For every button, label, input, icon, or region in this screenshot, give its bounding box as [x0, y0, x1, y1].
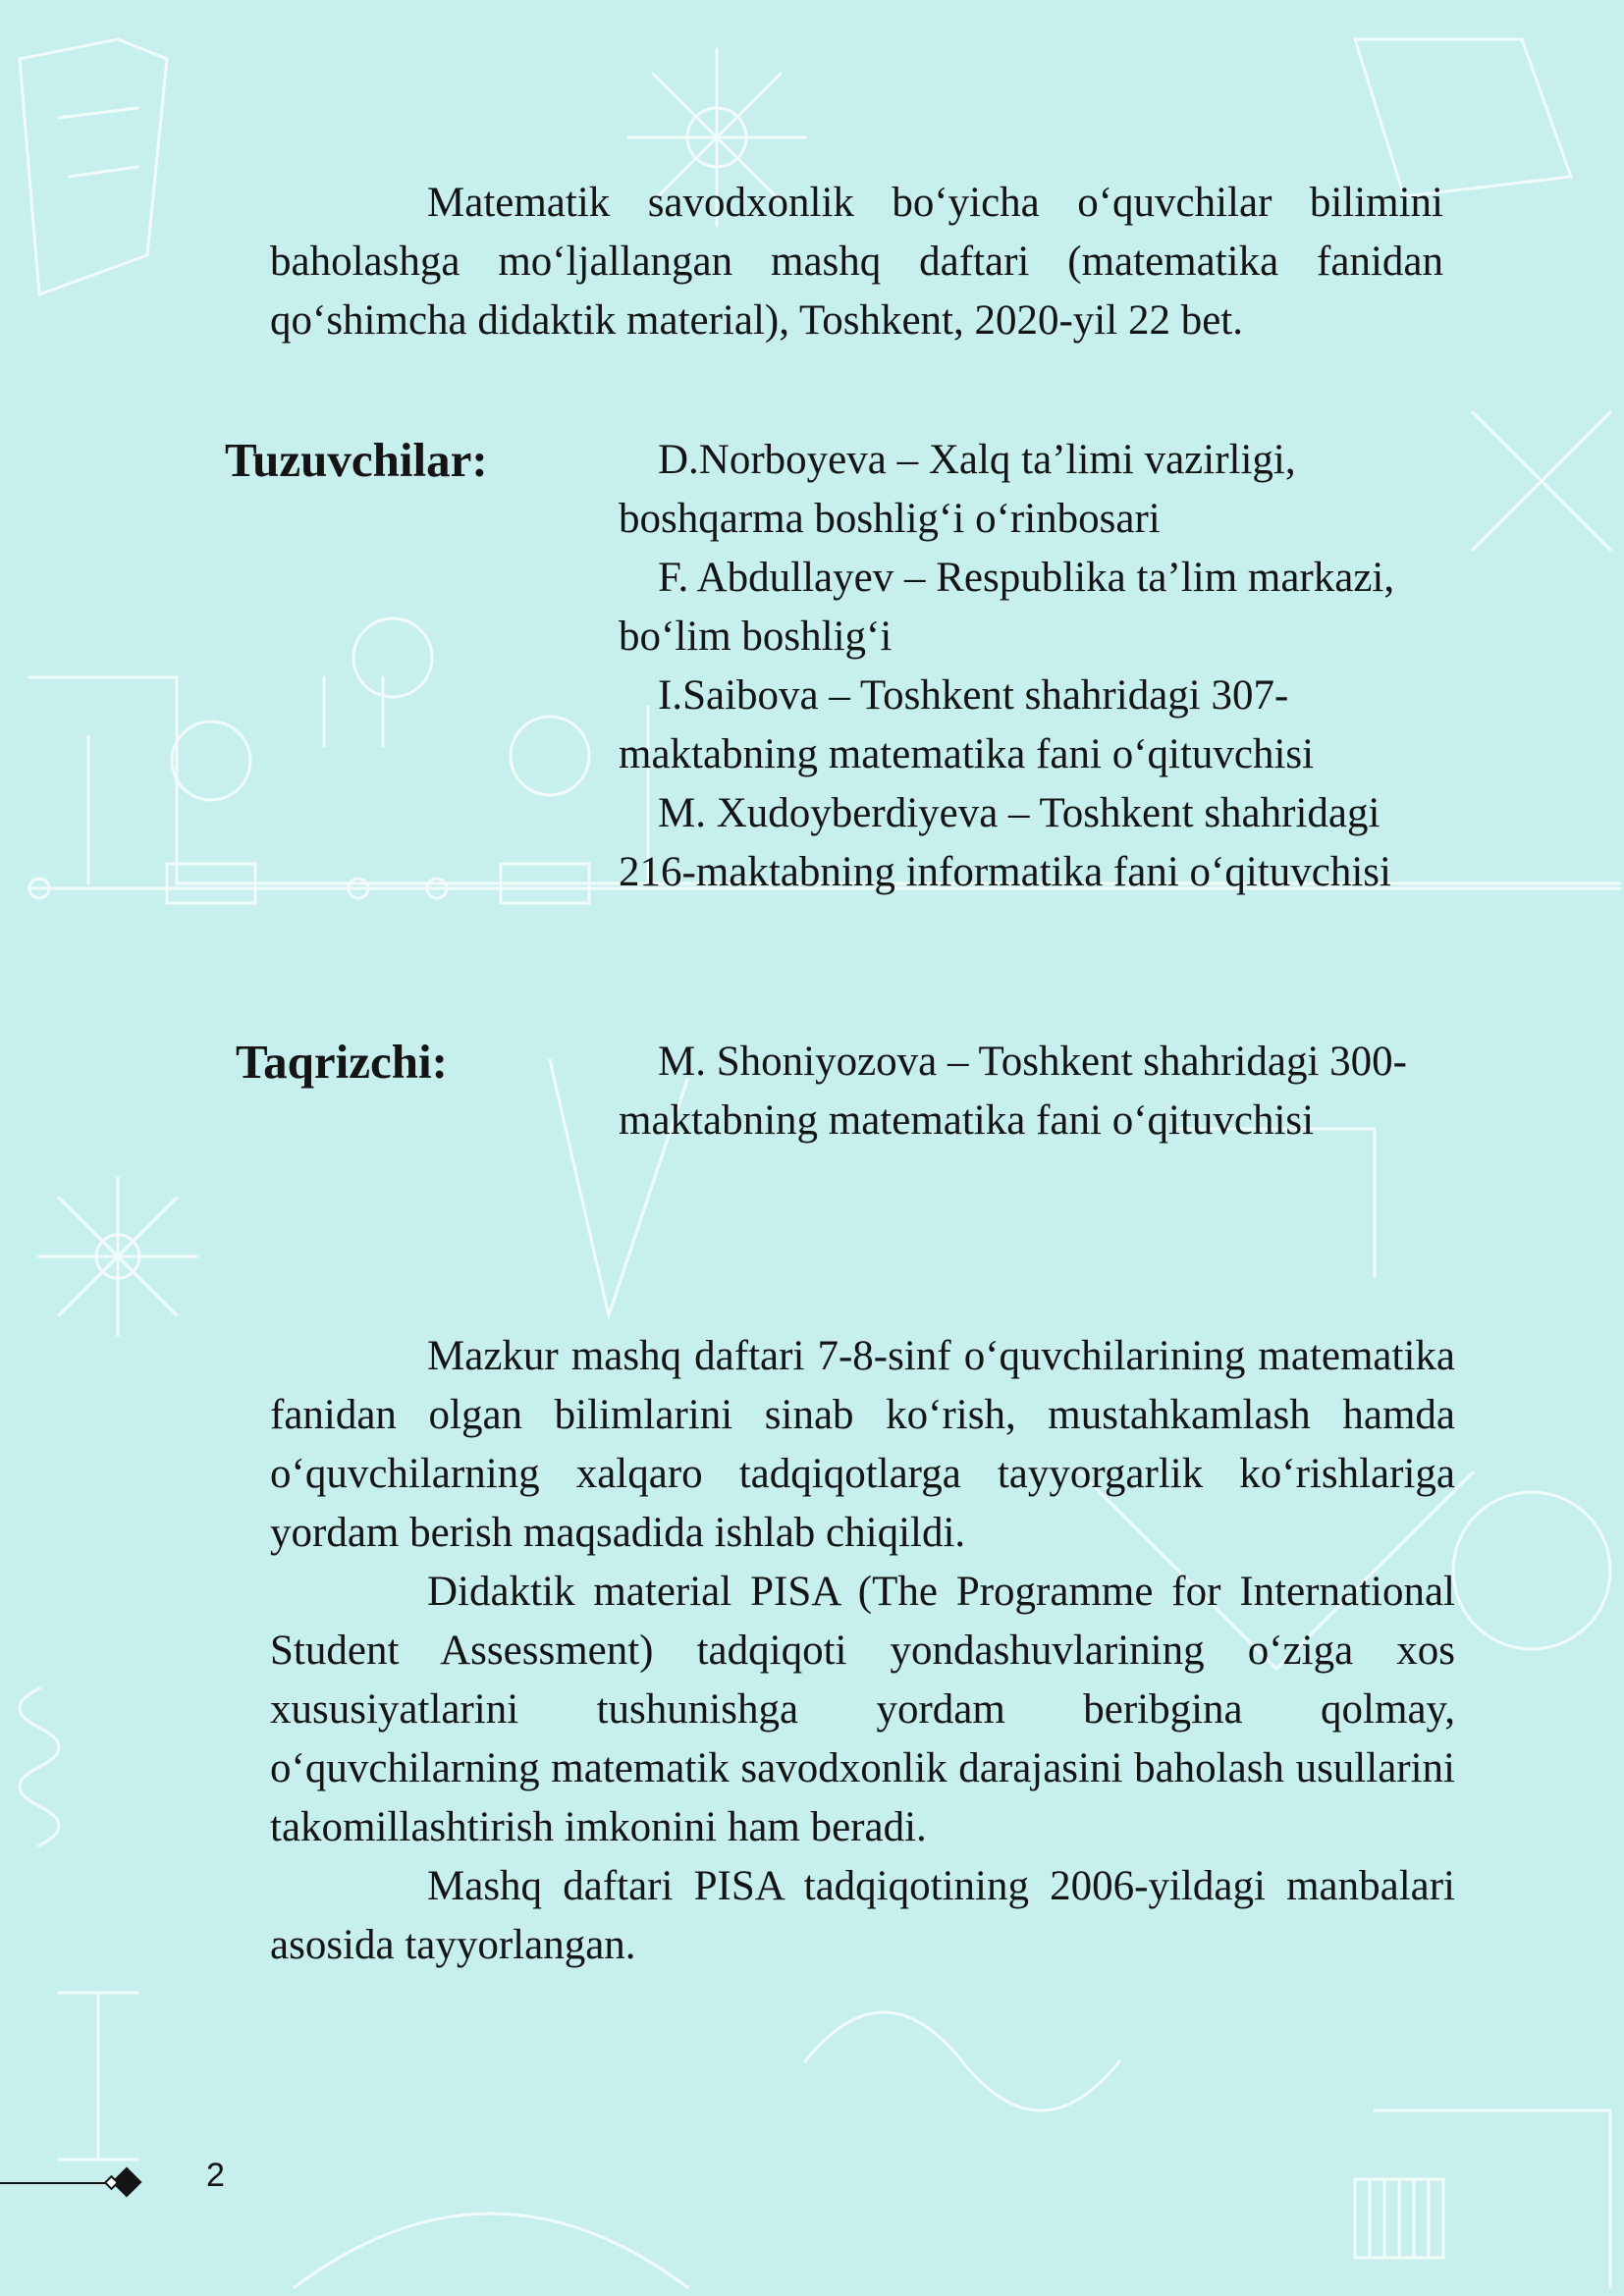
author-entry: M. Xudoyberdiyeva – Toshkent shahridagi 216-maktabning informatika fani o‘qituvchisi — [619, 790, 1391, 895]
authors-label: Tuzuvchilar: — [225, 433, 488, 487]
author-entry: D.Norboyeva – Xalq ta’limi vazirligi, boshqarma boshlig‘i o‘rinbosari — [619, 437, 1296, 542]
description-paragraph: Mazkur mashq daftari 7-8-sinf o‘quvchilarining matematika fanidan olgan bilimlarini sinab ko‘rish, mustahkamlash hamda o‘quvchilarning xalqaro tadqiqotlarga tayyorgarlik ko‘rishlariga yordam berish maqsadida ishlab chiqildi. — [270, 1333, 1455, 1556]
page-number: 2 — [206, 2157, 225, 2194]
page-marker-icon — [0, 2160, 157, 2199]
reviewer-entry: M. Shoniyozova – Toshkent shahridagi 300-maktabning matematika fani o‘qituvchisi — [619, 1039, 1407, 1144]
description-paragraph: Mashq daftari PISA tadqiqotining 2006-yildagi manbalari asosida tayyorlangan. — [270, 1863, 1455, 1968]
reviewer-label: Taqrizchi: — [236, 1035, 448, 1089]
author-entry: F. Abdullayev – Respublika ta’lim markazi, bo‘lim boshlig‘i — [619, 555, 1395, 660]
authors-list — [619, 431, 1463, 902]
reviewer-list — [619, 1033, 1463, 1150]
description-section — [270, 1327, 1455, 1975]
intro-paragraph — [270, 174, 1443, 350]
author-entry: I.Saibova – Toshkent shahridagi 307-maktabning matematika fani o‘qituvchisi — [619, 672, 1315, 777]
description-paragraph: Didaktik material PISA (The Programme for International Student Assessment) tadqiqoti yondashuvlarining o‘ziga xos xususiyatlarini tushunishga yordam beribgina qolmay, o‘quvchilarning matematik savodxonlik darajasini baholash usullarini takomillashtirish imkonini ham beradi. — [270, 1569, 1455, 1850]
intro-text: Matematik savodxonlik bo‘yicha o‘quvchilar bilimini baholashga mo‘ljallangan mashq daftari (matematika fanidan qo‘shimcha didaktik material), Toshkent, 2020-yil 22 bet. — [270, 180, 1443, 344]
